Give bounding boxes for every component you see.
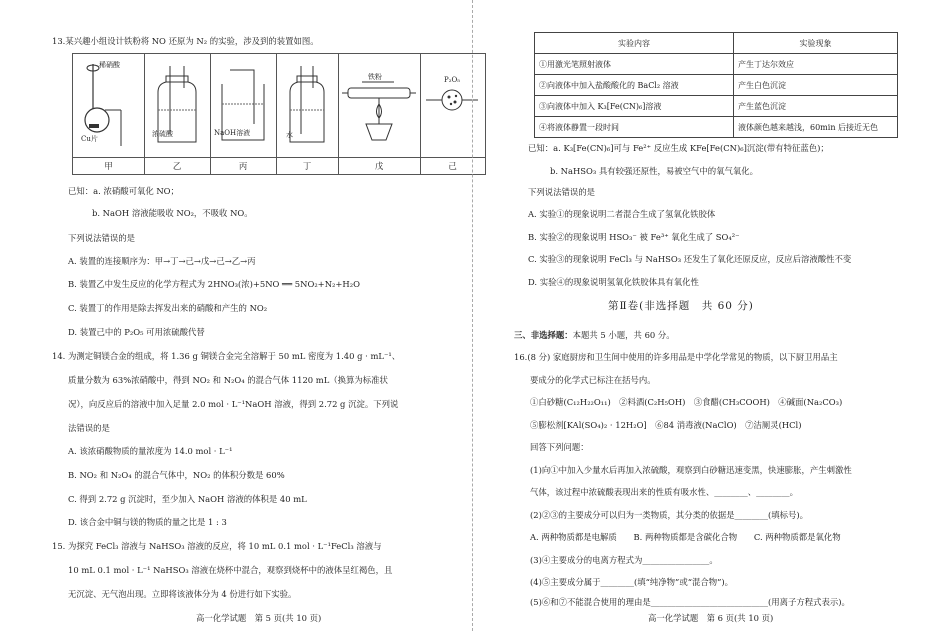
table-header-row bbox=[535, 33, 898, 54]
part3-rest: 本题共 5 小题，共 60 分。 bbox=[572, 330, 675, 340]
q13-option-a: A. 装置的连接顺序为：甲→丁→己→戊→己→乙→丙 bbox=[68, 256, 256, 266]
caption-ji: 己 bbox=[420, 157, 485, 174]
q13-stem: 13.某兴趣小组设计铁粉将 NO 还原为 N₂ 的实验，涉及到的装置如图。 bbox=[52, 36, 319, 46]
wash-bottle-drawing bbox=[144, 54, 210, 158]
q15-line-3: 无沉淀、无气泡出现。立即将该液体分为 4 份进行如下实验。 bbox=[68, 589, 297, 599]
caption-wu: 戊 bbox=[338, 157, 420, 174]
label-water: 水 bbox=[286, 131, 293, 139]
table-cell: 产生蓝色沉淀 bbox=[734, 96, 898, 117]
table-cell: ①用激光笔照射液体 bbox=[535, 54, 734, 75]
tube-furnace-drawing bbox=[338, 54, 420, 158]
apparatus-yi bbox=[144, 54, 211, 174]
apparatus-figure bbox=[72, 53, 486, 175]
q14-line-1: 14. 为测定铜镁合金的组成，将 1.36 g 铜镁合金完全溶解于 50 mL 密度为 1.40 g · mL⁻¹、 bbox=[52, 351, 401, 361]
table-cell: ③向液体中加入 K₃[Fe(CN)₆]溶液 bbox=[535, 96, 734, 117]
apparatus-bing bbox=[210, 54, 277, 174]
q13-option-d: D. 装置己中的 P₂O₅ 可用浓硫酸代替 bbox=[68, 327, 205, 337]
table-row bbox=[535, 96, 898, 117]
q16-line-10: (3)④主要成分的电离方程式为________________。 bbox=[530, 555, 718, 565]
q16-line-6: (1)向①中加入少量水后再加入浓硫酸，观察到白砂糖迅速变黑，快速膨胀，产生刺激性 bbox=[530, 465, 852, 475]
q15-option-a: A. 实验①的现象说明二者混合生成了氢氧化铁胶体 bbox=[528, 209, 716, 219]
q16-line-5: 回答下列问题： bbox=[530, 442, 589, 452]
page-divider bbox=[472, 0, 473, 631]
caption-yi: 乙 bbox=[144, 157, 210, 174]
q14-option-d: D. 该合金中铜与镁的物质的量之比是 1 : 3 bbox=[68, 517, 227, 527]
q16-line-3: ①白砂糖(C₁₂H₂₂O₁₁) ②料酒(C₂H₅OH) ③食醋(CH₃COOH) ④碱面(Na₂CO₃) bbox=[530, 397, 843, 407]
table-cell: 产生丁达尔效应 bbox=[734, 54, 898, 75]
q14-line-3: 况），向反应后的溶液中加入足量 2.0 mol · L⁻¹NaOH 溶液，得到 2.72 g 沉淀。下列说 bbox=[68, 399, 399, 409]
q13-known-a: 已知：a. 浓硝酸可氧化 NO； bbox=[68, 186, 179, 196]
q16-line-11: (4)⑤主要成分属于________(填“纯净物”或“混合物”)。 bbox=[530, 577, 734, 587]
apparatus-ding bbox=[276, 54, 339, 174]
q15-line-2: 10 mL 0.1 mol · L⁻¹ NaHSO₃ 溶液在烧杯中混合，观察到烧杯中的液体呈红褐色，且 bbox=[68, 565, 393, 575]
q15-option-b: B. 实验②的现象说明 HSO₃⁻ 被 Fe³⁺ 氧化生成了 SO₄²⁻ bbox=[528, 232, 740, 242]
q16-line-7: 气体，该过程中浓硫酸表现出来的性质有吸水性、________、________。 bbox=[530, 487, 798, 497]
q14-option-b: B. NO₂ 和 N₂O₄ 的混合气体中，NO₂ 的体积分数是 60% bbox=[68, 470, 285, 480]
table-cell: 产生白色沉淀 bbox=[734, 75, 898, 96]
table-header: 实验内容 bbox=[535, 33, 734, 54]
experiment-table bbox=[534, 32, 898, 138]
left-footer: 高一化学试题 第 5 页(共 10 页) bbox=[196, 613, 322, 623]
label-cu: Cu片 bbox=[81, 135, 98, 143]
table-cell: 液体颜色越来越浅，60min 后接近无色 bbox=[734, 117, 898, 138]
right-footer: 高一化学试题 第 6 页(共 10 页) bbox=[648, 613, 774, 623]
q16-line-1: 16.(8 分) 家庭厨房和卫生间中使用的许多用品是中学化学常见的物质，以下厨卫用品主 bbox=[514, 352, 838, 362]
left-page bbox=[46, 0, 461, 631]
table-row bbox=[535, 75, 898, 96]
q13-option-b: B. 装置乙中发生反应的化学方程式为 2HNO₃(浓)+5NO ══ 5NO₂+N₂+H₂O bbox=[68, 279, 360, 289]
caption-jia: 甲 bbox=[73, 157, 144, 174]
q14-line-2: 质量分数为 63%浓硝酸中，得到 NO₂ 和 N₂O₄ 的混合气体 1120 mL（换算为标准状 bbox=[68, 375, 388, 385]
water-bottle-drawing bbox=[276, 54, 338, 158]
caption-ding: 丁 bbox=[276, 157, 338, 174]
apparatus-jia bbox=[73, 54, 145, 174]
q15-option-d: D. 实验④的现象说明氢氧化铁胶体具有氧化性 bbox=[528, 277, 699, 287]
q15-ask: 下列说法错误的是 bbox=[528, 187, 595, 197]
label-naoh: NaOH溶液 bbox=[214, 129, 251, 137]
q16-line-8: (2)②③的主要成分可以归为一类物质，其分类的依据是________(填标号)。 bbox=[530, 510, 809, 520]
beaker-drawing bbox=[210, 54, 276, 158]
table-cell: ②向液体中加入盐酸酸化的 BaCl₂ 溶液 bbox=[535, 75, 734, 96]
label-iron: 铁粉 bbox=[368, 73, 382, 81]
q16-line-9: A. 两种物质都是电解质 B. 两种物质都是含碳化合物 C. 两种物质都是氧化物 bbox=[530, 532, 841, 542]
q14-line-4: 法错误的是 bbox=[68, 423, 110, 433]
table-cell: ④将液体静置一段时间 bbox=[535, 117, 734, 138]
drying-tube-drawing bbox=[420, 54, 485, 158]
q13-known-b: b. NaOH 溶液能吸收 NO₂，不吸收 NO。 bbox=[92, 208, 253, 218]
q15-option-c: C. 实验③的现象说明 FeCl₃ 与 NaHSO₃ 还发生了氧化还原反应，反应后溶液酸性不变 bbox=[528, 254, 852, 264]
q14-option-c: C. 得到 2.72 g 沉淀时，至少加入 NaOH 溶液的体积是 40 mL bbox=[68, 494, 307, 504]
q13-ask: 下列说法错误的是 bbox=[68, 233, 135, 243]
label-conc-sulfuric: 浓硫酸 bbox=[152, 130, 173, 138]
q15-line-1: 15. 为探究 FeCl₃ 溶液与 NaHSO₃ 溶液的反应，将 10 mL 0.1 mol · L⁻¹FeCl₃ 溶液与 bbox=[52, 541, 382, 551]
table-header: 实验现象 bbox=[734, 33, 898, 54]
part3-heading bbox=[514, 330, 675, 341]
table-row bbox=[535, 117, 898, 138]
q15-known-b: b. NaHSO₃ 具有较强还原性，易被空气中的氧气氧化。 bbox=[550, 166, 759, 176]
apparatus-ji bbox=[420, 54, 485, 174]
caption-bing: 丙 bbox=[210, 157, 276, 174]
q16-line-12: (5)⑥和⑦不能混合使用的理由是____________________________(用离子方程式表示)。 bbox=[530, 597, 850, 607]
q16-line-4: ⑤膨松剂[KAl(SO₄)₂ · 12H₂O] ⑥84 消毒液(NaClO) ⑦洁厕灵(HCl) bbox=[530, 420, 802, 430]
right-page bbox=[514, 0, 898, 631]
label-p2o5: P₂O₅ bbox=[444, 76, 461, 84]
q14-option-a: A. 该浓硝酸物质的量浓度为 14.0 mol · L⁻¹ bbox=[68, 446, 233, 456]
q15-known-a: 已知：a. K₃[Fe(CN)₆]可与 Fe²⁺ 反应生成 KFe[Fe(CN)₆]沉淀(带有特征蓝色)； bbox=[528, 143, 829, 153]
part3-head: 三、非选择题： bbox=[514, 330, 573, 340]
apparatus-wu bbox=[338, 54, 421, 174]
section-title: 第Ⅱ卷(非选择题 共 60 分) bbox=[608, 300, 754, 312]
q16-line-2: 要成分的化学式已标注在括号内。 bbox=[530, 375, 656, 385]
label-dilute-nitric: 稀硝酸 bbox=[99, 61, 120, 69]
q13-option-c: C. 装置丁的作用是除去挥发出来的硝酸和产生的 NO₂ bbox=[68, 303, 268, 313]
table-row bbox=[535, 54, 898, 75]
